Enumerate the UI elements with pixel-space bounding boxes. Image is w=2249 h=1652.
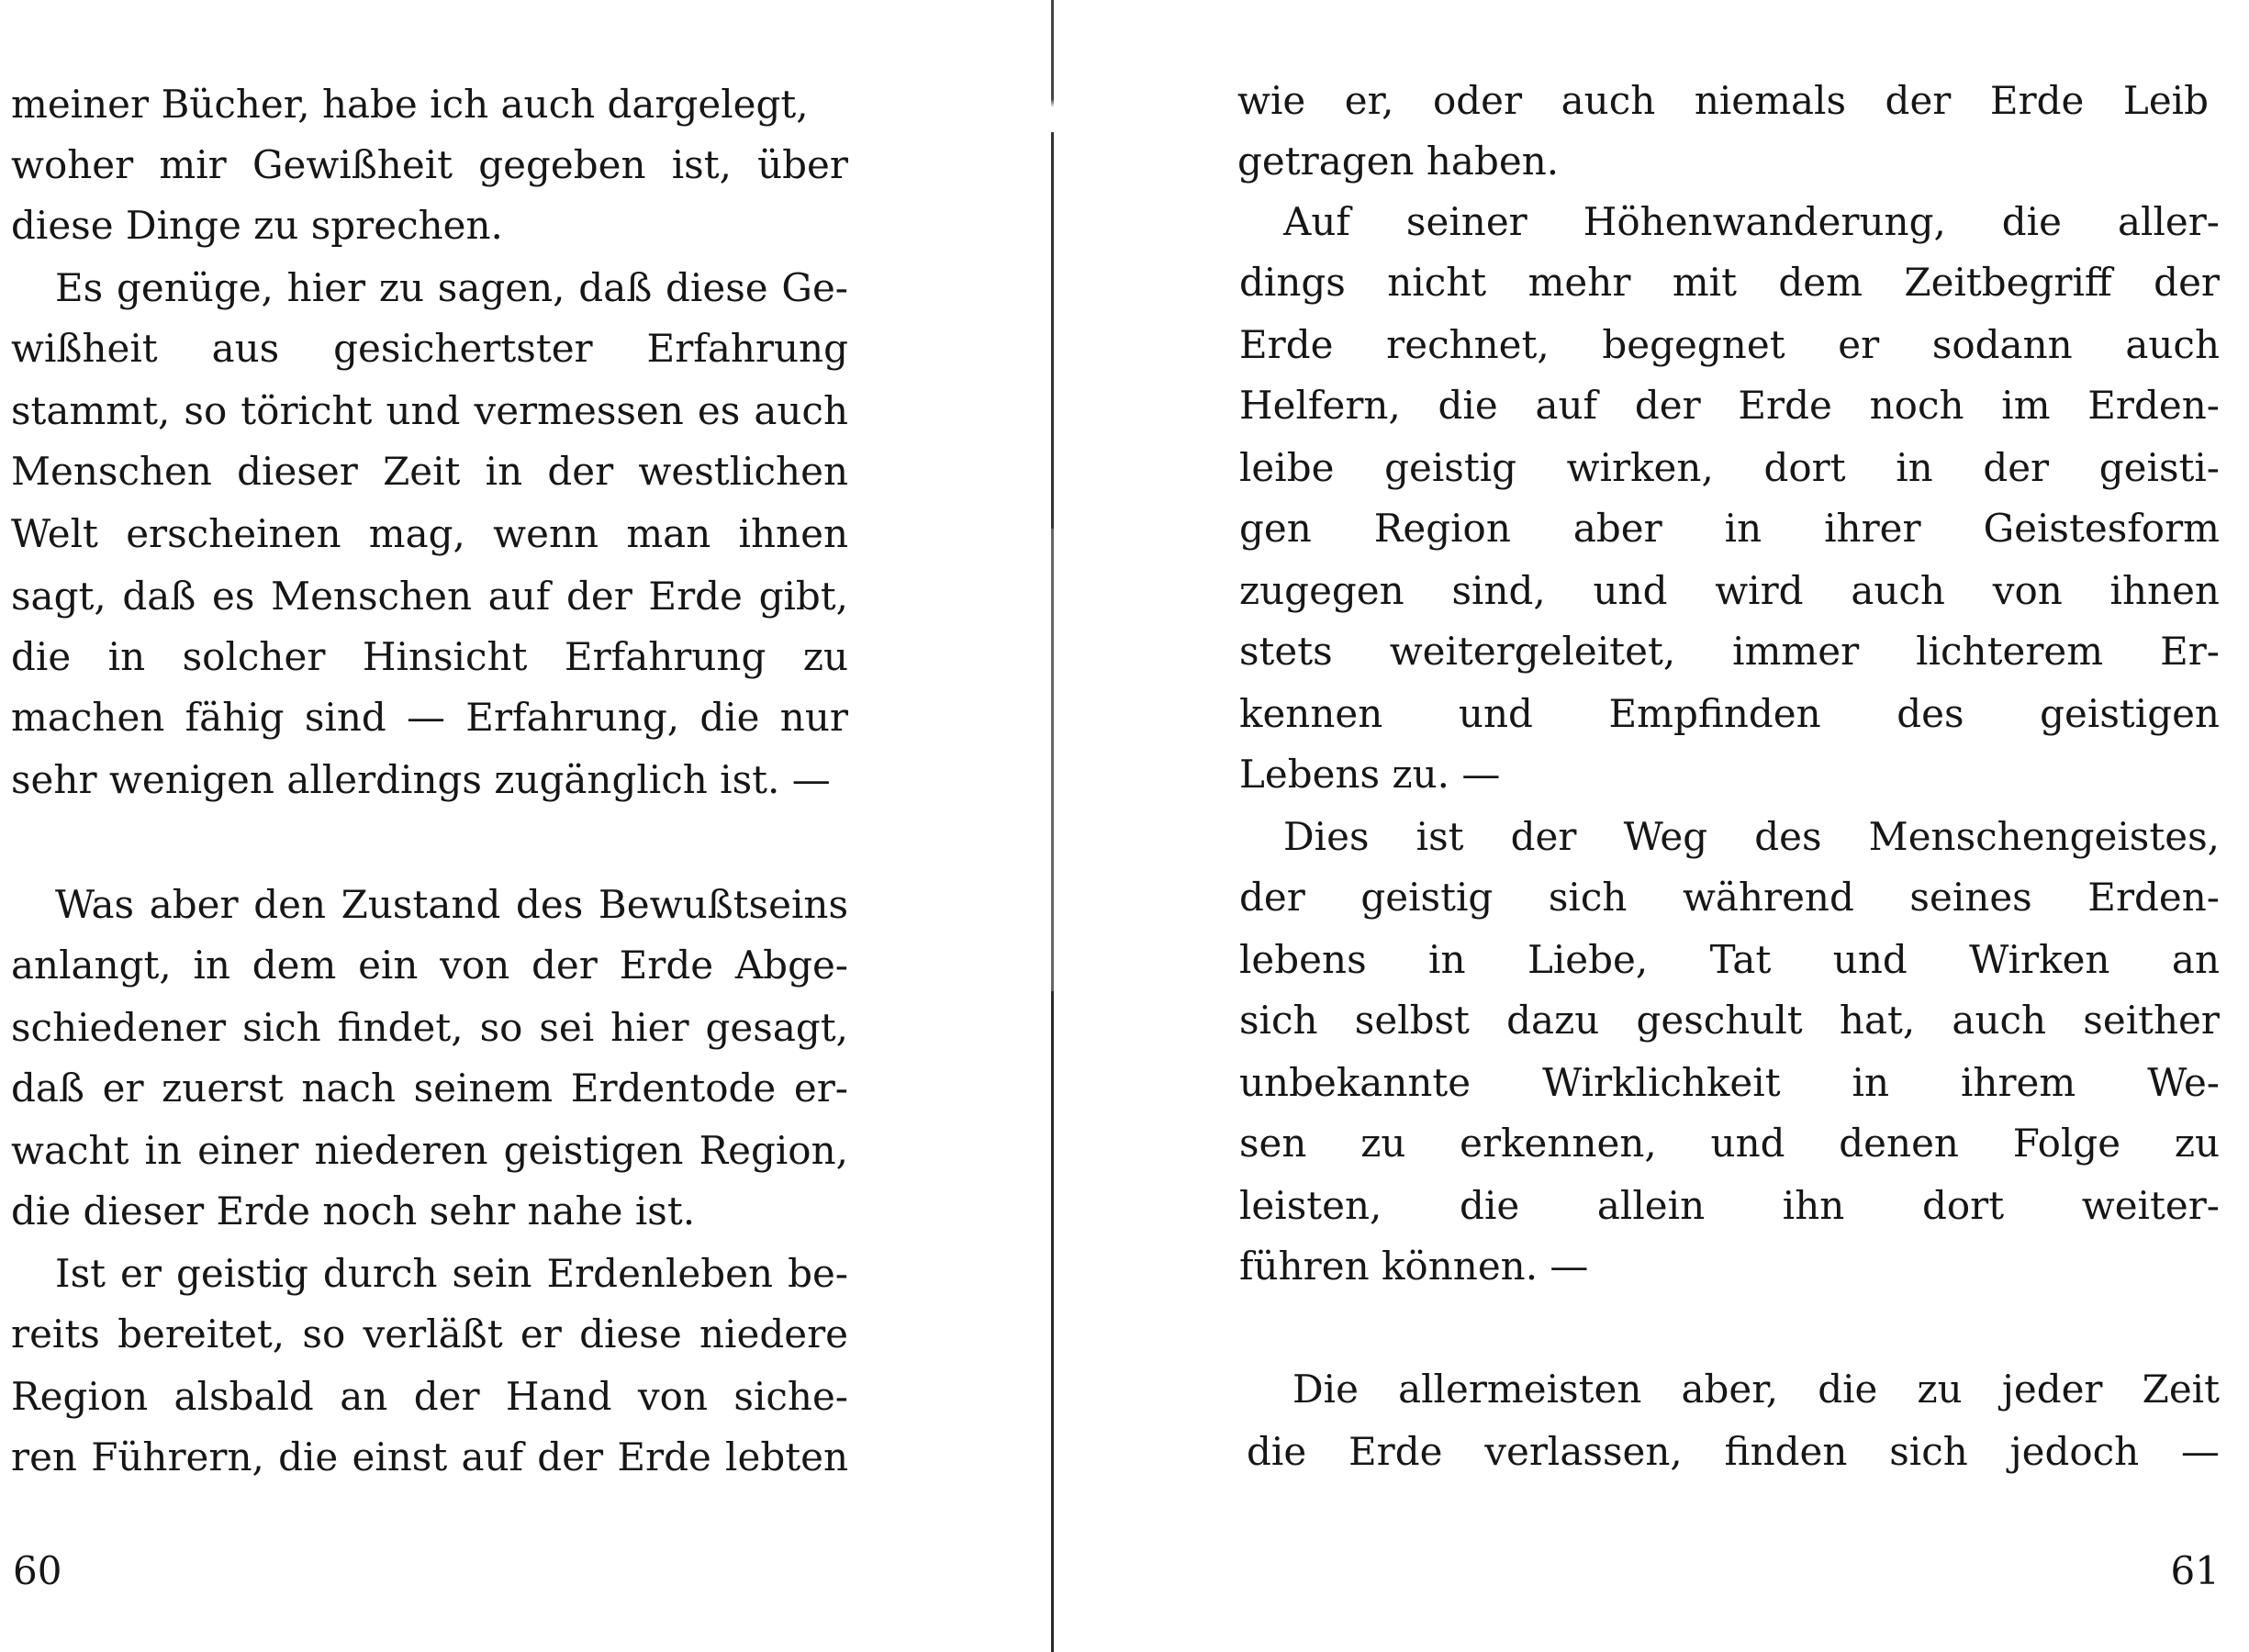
text-line: zugegen sind, und wird auch von ihnen bbox=[1239, 568, 2220, 613]
text-line: die Erde verlassen, finden sich jedoch — bbox=[1247, 1429, 2220, 1474]
text-line: Lebens zu. — bbox=[1239, 752, 1501, 797]
text-line: lebens in Liebe, Tat und Wirken an bbox=[1239, 937, 2220, 982]
text-line: Region alsbald an der Hand von siche- bbox=[11, 1374, 848, 1419]
text-line: woher mir Gewißheit gegeben ist, über bbox=[11, 142, 848, 187]
text-line: sich selbst dazu geschult hat, auch seither bbox=[1239, 998, 2220, 1043]
text-line: unbekannte Wirklichkeit in ihrem We- bbox=[1239, 1060, 2220, 1105]
text-line: Es genüge, hier zu sagen, daß diese Ge- bbox=[55, 265, 848, 310]
text-line: meiner Bücher, habe ich auch dargelegt, bbox=[11, 82, 809, 127]
text-line: Die allermeisten aber, die zu jeder Zeit bbox=[1292, 1367, 2220, 1412]
text-line: sehr wenigen allerdings zugänglich ist. — bbox=[11, 757, 831, 802]
text-line: dings nicht mehr mit dem Zeitbegriff der bbox=[1239, 260, 2220, 305]
text-line: getragen haben. bbox=[1237, 139, 1560, 184]
page-number-left: 60 bbox=[13, 1548, 62, 1593]
text-line: stammt, so töricht und vermessen es auch bbox=[11, 388, 848, 433]
right-page bbox=[1056, 0, 2249, 1652]
text-line: gen Region aber in ihrer Geistesform bbox=[1239, 506, 2220, 551]
text-line: Welt erscheinen mag, wenn man ihnen bbox=[11, 511, 848, 556]
text-line: führen können. — bbox=[1239, 1244, 1589, 1289]
text-line: Auf seiner Höhenwanderung, die aller- bbox=[1283, 199, 2220, 244]
text-line: sen zu erkennen, und denen Folge zu bbox=[1239, 1121, 2220, 1166]
left-page bbox=[0, 0, 1056, 1652]
text-line: wie er, oder auch niemals der Erde Leib bbox=[1237, 78, 2209, 123]
text-line: ren Führern, die einst auf der Erde lebten bbox=[11, 1434, 848, 1479]
text-line: anlangt, in dem ein von der Erde Abge- bbox=[11, 943, 848, 988]
text-line: Erde rechnet, begegnet er sodann auch bbox=[1239, 322, 2220, 367]
text-line: reits bereitet, so verläßt er diese niedere bbox=[11, 1312, 848, 1356]
text-line: Was aber den Zustand des Bewußtseins bbox=[55, 882, 848, 927]
text-line: leibe geistig wirken, dort in der geisti- bbox=[1239, 445, 2220, 490]
text-line: leisten, die allein ihn dort weiter- bbox=[1239, 1183, 2220, 1228]
text-line: die in solcher Hinsicht Erfahrung zu bbox=[11, 634, 848, 679]
text-line: der geistig sich während seines Erden- bbox=[1239, 875, 2220, 920]
text-line: daß er zuerst nach seinem Erdentode er- bbox=[11, 1066, 848, 1111]
text-line: diese Dinge zu sprechen. bbox=[11, 203, 503, 248]
text-line: sagt, daß es Menschen auf der Erde gibt, bbox=[11, 574, 848, 619]
text-line: schiedener sich findet, so sei hier gesagt, bbox=[11, 1005, 848, 1050]
book-gutter bbox=[1051, 0, 1054, 1652]
text-line: machen fähig sind — Erfahrung, die nur bbox=[11, 695, 848, 740]
text-line: stets weitergeleitet, immer lichterem Er- bbox=[1239, 629, 2220, 674]
text-line: Helfern, die auf der Erde noch im Erden- bbox=[1239, 383, 2220, 428]
text-line: kennen und Empfinden des geistigen bbox=[1239, 691, 2220, 736]
text-line: die dieser Erde noch sehr nahe ist. bbox=[11, 1189, 696, 1233]
text-line: Ist er geistig durch sein Erdenleben be- bbox=[55, 1251, 848, 1296]
text-line: Dies ist der Weg des Menschengeistes, bbox=[1283, 814, 2220, 859]
text-line: Menschen dieser Zeit in der westlichen bbox=[11, 449, 848, 494]
page-number-right: 61 bbox=[2170, 1548, 2220, 1593]
text-line: wacht in einer niederen geistigen Region, bbox=[11, 1128, 848, 1173]
text-line: wißheit aus gesichertster Erfahrung bbox=[11, 326, 848, 371]
